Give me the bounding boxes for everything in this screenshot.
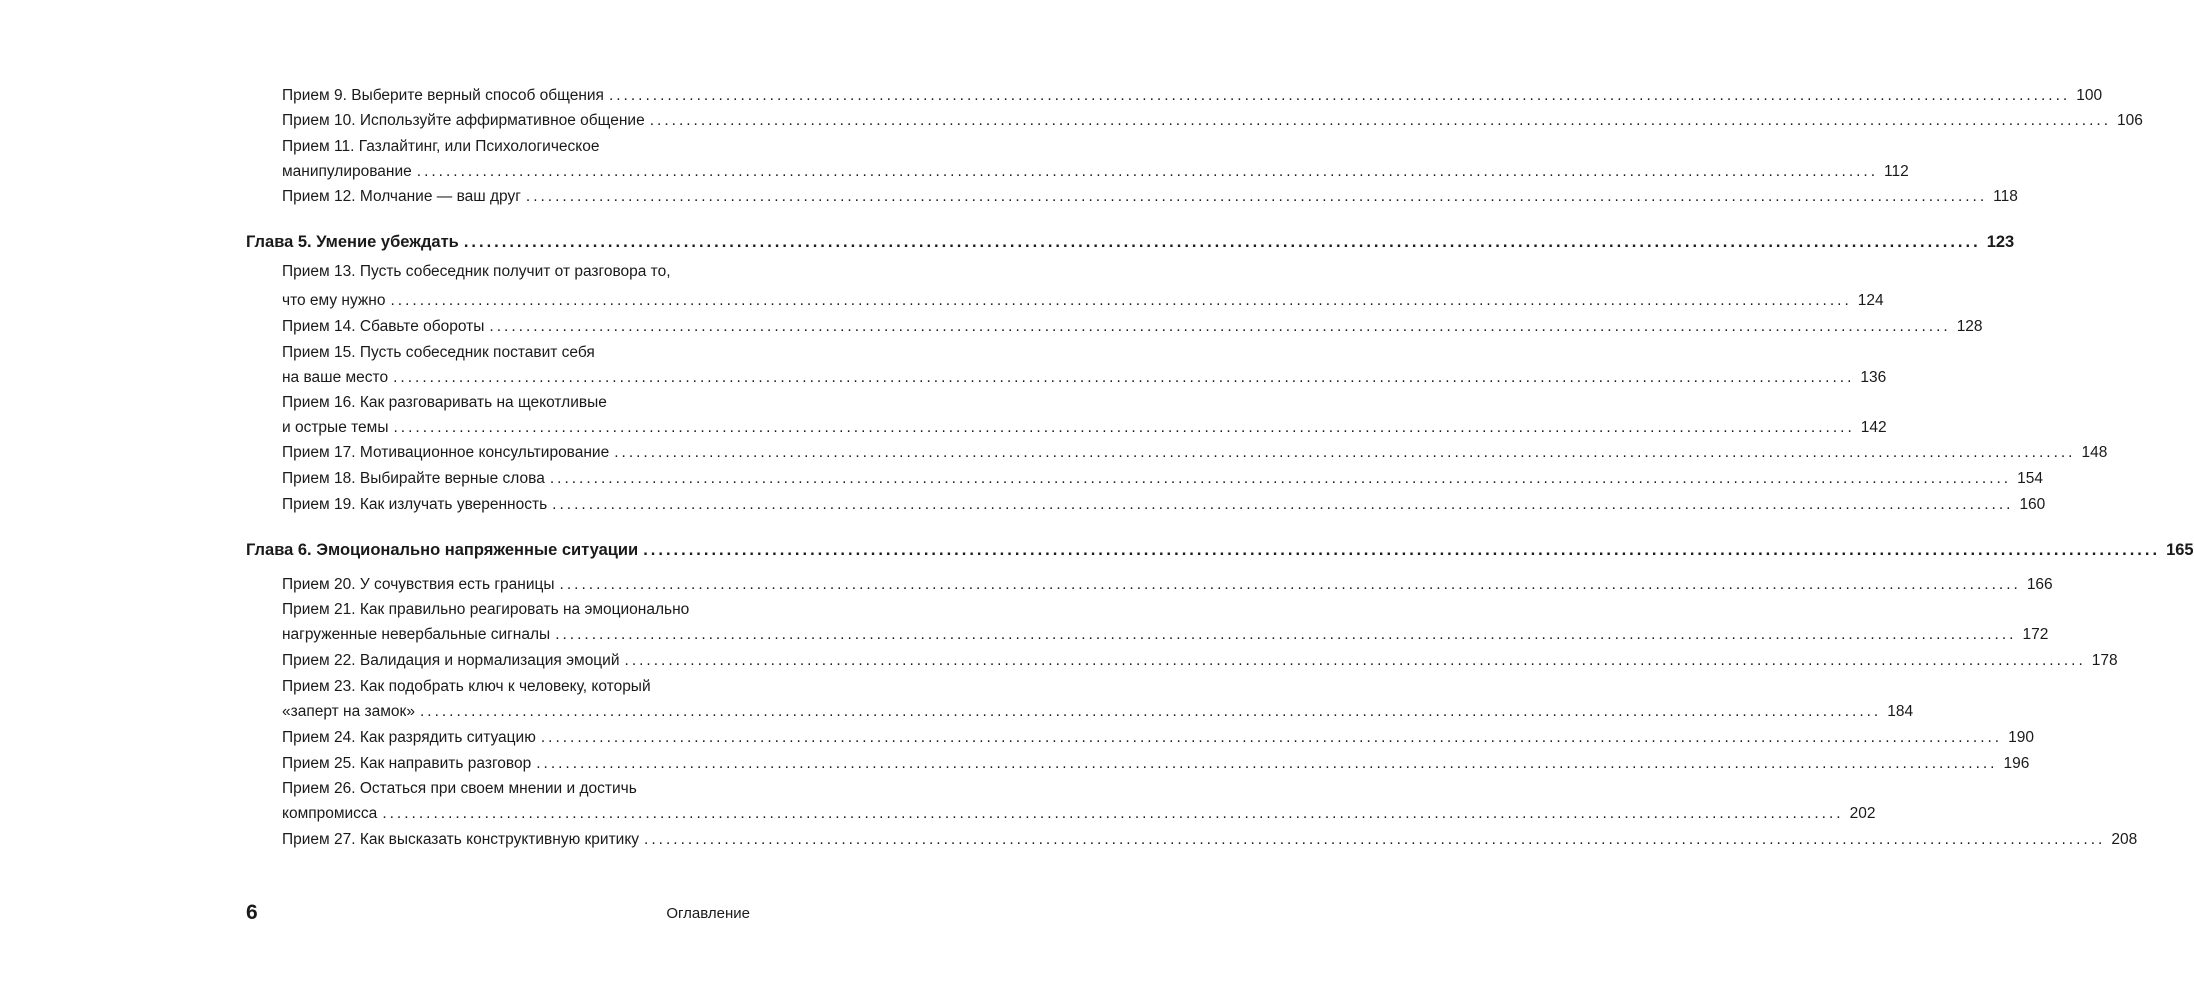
item-title: Прием 25. Как направить разговор: [282, 755, 532, 772]
item-title: манипулирование: [282, 163, 412, 180]
item-title: компромисса: [282, 805, 378, 822]
item-title: Прием 27. Как высказать конструктивную критику: [282, 831, 640, 848]
toc-item-line: [282, 368, 1887, 388]
toc-item-line: [282, 754, 2030, 774]
toc-item-line: [282, 728, 2034, 748]
toc-chapter-line: [246, 540, 2194, 560]
toc-item-line: [282, 393, 750, 413]
dot-leader: ........................................................................................................................................................................................................: [555, 626, 2017, 643]
dot-leader: ........................................................................................................................................................................................................: [525, 188, 1988, 205]
chapter-title: Глава 6. Эмоционально напряженные ситуации: [246, 541, 639, 559]
toc-item-line: [282, 677, 750, 697]
toc-item-line: [282, 495, 2046, 515]
page-ref: 124: [1857, 292, 1884, 309]
page-ref: 208: [2111, 831, 2138, 848]
item-title: Прием 15. Пусть собеседник поставит себя: [282, 344, 595, 361]
dot-leader: ........................................................................................................................................................................................................: [536, 755, 1998, 772]
item-title: Прием 23. Как подобрать ключ к человеку, который: [282, 678, 651, 695]
item-title: Прием 26. Остаться при своем мнении и достичь: [282, 780, 637, 797]
toc-item-line: [282, 86, 2103, 106]
item-title: Прием 19. Как излучать уверенность: [282, 496, 548, 513]
toc-item-line: [282, 779, 750, 799]
item-title: Прием 13. Пусть собеседник получит от разговора то,: [282, 263, 671, 280]
toc-item-line: [282, 443, 2108, 463]
toc-item-line: [282, 262, 750, 282]
dot-leader: ........................................................................................................................................................................................................: [390, 292, 1852, 309]
item-title: Прием 17. Мотивационное консультирование: [282, 444, 610, 461]
dot-leader: ........................................................................................................................................................................................................: [382, 805, 1844, 822]
page-ref: 112: [1884, 163, 1909, 180]
chapter-title: Глава 5. Умение убеждать: [246, 233, 459, 251]
page-ref: 172: [2022, 626, 2049, 643]
page-ref: 123: [1986, 233, 2015, 251]
page-number: 6: [246, 901, 258, 924]
dot-leader: ........................................................................................................................................................................................................: [608, 87, 2071, 104]
page-ref: 106: [2117, 112, 2143, 129]
toc-item-line: [282, 187, 2018, 207]
dot-leader: ........................................................................................................................................................................................................: [549, 470, 2012, 487]
item-title: Прием 14. Сбавьте обороты: [282, 318, 485, 335]
toc-item-line: [282, 317, 1983, 337]
dot-leader: ........................................................................................................................................................................................................: [559, 576, 2021, 593]
dot-leader: ........................................................................................................................................................................................................: [649, 112, 2111, 129]
toc-item-line: [282, 651, 2118, 671]
dot-leader: ........................................................................................................................................................................................................: [624, 652, 2086, 669]
dot-leader: ........................................................................................................................................................................................................: [643, 541, 2161, 559]
dot-leader: ........................................................................................................................................................................................................: [393, 369, 1855, 386]
toc-item-line: [282, 291, 1884, 311]
toc-item-line: [282, 111, 2143, 131]
page-ref: 100: [2076, 87, 2103, 104]
dot-leader: ........................................................................................................................................................................................................: [393, 419, 1855, 436]
toc-item-line: [282, 162, 1909, 182]
page-ref: 202: [1849, 805, 1876, 822]
toc-item-line: [282, 804, 1876, 824]
page-ref: 166: [2026, 576, 2053, 593]
item-title: Прием 12. Молчание — ваш друг: [282, 188, 521, 205]
toc-item-line: [282, 625, 2049, 645]
dot-leader: ........................................................................................................................................................................................................: [644, 831, 2106, 848]
page-ref: 118: [1993, 188, 2018, 205]
page-ref: 160: [2019, 496, 2046, 513]
toc-item-line: [282, 830, 2138, 850]
page-ref: 196: [2003, 755, 2030, 772]
item-title: Прием 20. У сочувствия есть границы: [282, 576, 555, 593]
dot-leader: ........................................................................................................................................................................................................: [489, 318, 1951, 335]
dot-leader: ........................................................................................................................................................................................................: [614, 444, 2076, 461]
toc-item-line: [282, 418, 1887, 438]
item-title: Прием 9. Выберите верный способ общения: [282, 87, 604, 104]
item-title: и острые темы: [282, 419, 389, 436]
item-title: Прием 21. Как правильно реагировать на эмоционально: [282, 601, 690, 618]
page-ref: 154: [2017, 470, 2043, 487]
page-ref: 178: [2091, 652, 2118, 669]
toc-item-line: [282, 575, 2053, 595]
item-title: нагруженные невербальные сигналы: [282, 626, 551, 643]
page-ref: 165: [2166, 541, 2194, 559]
page-ref: 128: [1956, 318, 1983, 335]
item-title: что ему нужно: [282, 292, 386, 309]
item-title: Прием 22. Валидация и нормализация эмоций: [282, 652, 620, 669]
page-ref: 184: [1887, 703, 1914, 720]
page-ref: 148: [2081, 444, 2108, 461]
item-title: «заперт на замок»: [282, 703, 415, 720]
item-title: Прием 24. Как разрядить ситуацию: [282, 729, 536, 746]
item-title: на ваше место: [282, 369, 389, 386]
dot-leader: ........................................................................................................................................................................................................: [463, 233, 1981, 251]
dot-leader: ........................................................................................................................................................................................................: [416, 163, 1879, 180]
toc-item-line: [282, 702, 1914, 722]
item-title: Прием 11. Газлайтинг, или Психологическое: [282, 138, 600, 155]
toc-item-line: [282, 469, 2043, 489]
dot-leader: ........................................................................................................................................................................................................: [552, 496, 2014, 513]
running-footer-title: Оглавление: [666, 905, 750, 922]
item-title: Прием 16. Как разговаривать на щекотливые: [282, 394, 607, 411]
item-title: Прием 18. Выбирайте верные слова: [282, 470, 545, 487]
page-ref: 136: [1860, 369, 1887, 386]
dot-leader: ........................................................................................................................................................................................................: [540, 729, 2003, 746]
toc-item-line: [282, 600, 750, 620]
toc-item-line: [282, 137, 750, 157]
dot-leader: ........................................................................................................................................................................................................: [419, 703, 1882, 720]
page-ref: 142: [1860, 419, 1887, 436]
page-ref: 190: [2008, 729, 2034, 746]
toc-chapter-line: [246, 232, 2015, 252]
item-title: Прием 10. Используйте аффирмативное общение: [282, 112, 645, 129]
toc-item-line: [282, 343, 750, 363]
